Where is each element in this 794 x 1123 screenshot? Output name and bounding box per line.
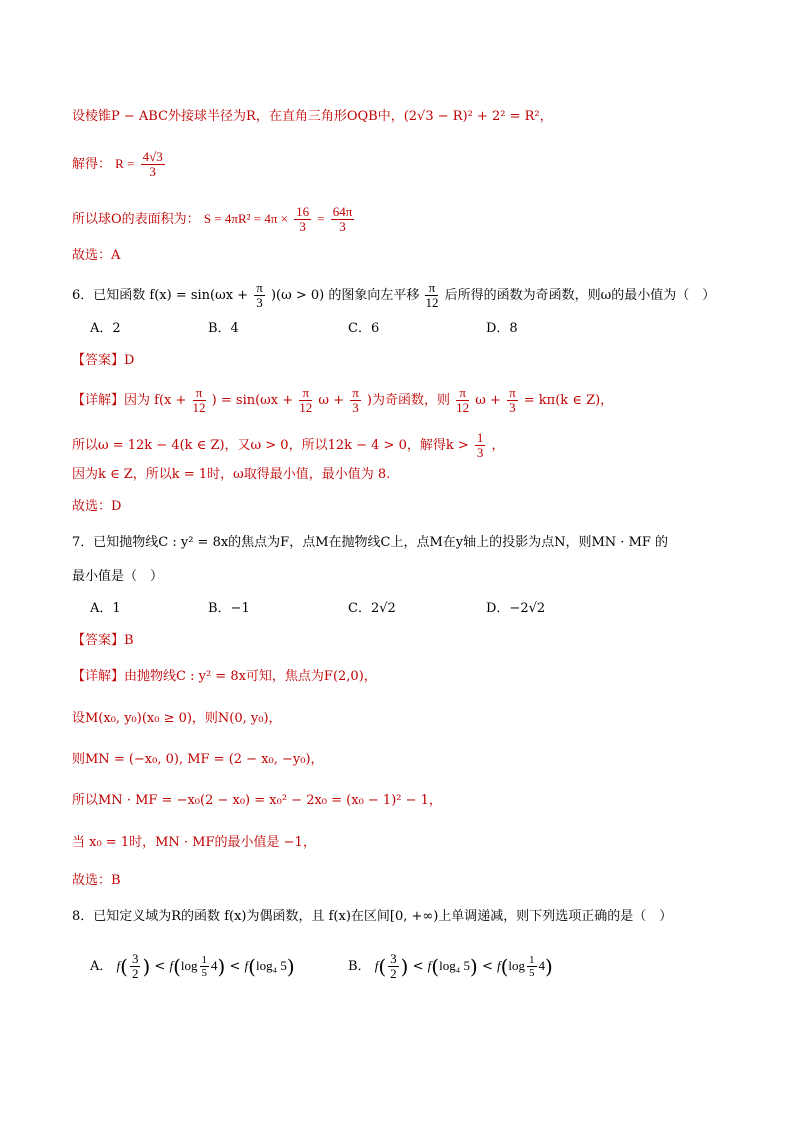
question-7-detail-2: 设M(x₀, y₀)(x₀ ≥ 0)，则N(0, y₀)， (72, 711, 282, 726)
fraction: $\frac{\pi}{12}$ (456, 385, 470, 415)
question-7-detail-4: 所以MN · MF = −x₀(2 − x₀) = x₀² − 2x₀ = (x₀ − 1)² − 1， (72, 793, 442, 808)
question-6-option-b[interactable]: B．4 (208, 321, 239, 336)
question-6-option-d[interactable]: D．8 (486, 321, 518, 336)
question-7-option-b[interactable]: B．−1 (208, 601, 250, 616)
question-6-detail-2: 所以ω = 12k − 4(k ∈ Z)，又ω > 0，所以12k − 4 > 0，解得k > $\frac{1}{3}$ ， (72, 430, 505, 460)
fraction: $\frac{\pi}{3}$ (352, 385, 359, 415)
fraction: $\frac{3}{2}$ (131, 951, 139, 981)
question-6-option-a[interactable]: A．2 (90, 321, 121, 336)
question-8-option-b[interactable]: B． f( $\frac{3}{2}$ ) < f(log₄ 5) < f(log $\frac{1}{5}$ 4) (348, 951, 553, 981)
fraction: $\frac{1}{3}$ (476, 430, 484, 460)
fraction: $\frac{\pi}{3}$ (256, 280, 263, 310)
solution-line-surface-area: 所以球O的表面积为： S = 4πR² = 4π × $\frac{16}{3}$ = $\frac{64\pi}{3}$ (72, 204, 353, 234)
fraction: $\frac{\pi}{12}$ (425, 280, 439, 310)
question-7-answer: 【答案】B (72, 633, 134, 648)
fraction: $\frac{1}{5}$ (201, 954, 208, 979)
question-7-option-d[interactable]: D．−2√2 (486, 601, 546, 616)
fraction: $\frac{64\pi}{3}$ (332, 204, 353, 234)
solution-line-radius-equation: 设棱锥P − ABC外接球半径为R，在直角三角形OQB中，(2√3 − R)² + 2² = R²， (72, 109, 553, 124)
question-6-detail: 【详解】因为 f(x + $\frac{\pi}{12}$ ) = sin(ωx + $\frac{\pi}{12}$ ω + $\frac{\pi}{3}$ )为奇函数，则 $\frac{\pi}{12}$ ω + $\frac{\pi}{3}$ = kπ(k ∈ Z)， (72, 385, 614, 415)
fraction: $\frac{1}{5}$ (529, 954, 535, 979)
question-7-option-a[interactable]: A．1 (90, 601, 121, 616)
fraction: $\frac{3}{2}$ (390, 951, 397, 981)
fraction: $\frac{4√3}{3}$ (142, 149, 163, 179)
question-7-option-c[interactable]: C．2√2 (348, 601, 396, 616)
question-6-stem: 6．已知函数 f(x) = sin(ωx + $\frac{\pi}{3}$ )(ω > 0) 的图象向左平移 $\frac{\pi}{12}$ 后所得的函数为奇函数，则ω的最小值为（ ） (72, 280, 716, 310)
question-6-answer: 【答案】D (72, 353, 135, 368)
question-7-stem: 7．已知抛物线C : y² = 8x的焦点为F，点M在抛物线C上，点M在y轴上的投影为点N，则MN · MF 的 (72, 535, 669, 550)
fraction: $\frac{\pi}{12}$ (299, 385, 313, 415)
fraction: $\frac{16}{3}$ (296, 204, 310, 234)
solution-line-solve-r: 解得： R = $\frac{4√3}{3}$ (72, 149, 163, 179)
answer-choice-line: 故选：A (72, 248, 121, 263)
question-6-option-c[interactable]: C．6 (348, 321, 380, 336)
question-7-detail-5: 当 x₀ = 1时，MN · MF的最小值是 −1， (72, 835, 316, 850)
question-8-option-a[interactable]: A． f( $\frac{3}{2}$ ) < f(log $\frac{1}{5}$ 4) < f(log₄ 5) (90, 951, 295, 981)
question-6-choice: 故选：D (72, 499, 122, 514)
question-8-stem: 8．已知定义域为R的函数 f(x)为偶函数，且 f(x)在区间[0, +∞)上单调递减，则下列选项正确的是（ ） (72, 909, 673, 924)
question-6-detail-3: 因为k ∈ Z，所以k = 1时，ω取得最小值，最小值为 8. (72, 467, 391, 482)
question-7-detail: 【详解】由抛物线C : y² = 8x可知，焦点为F(2,0)， (72, 669, 377, 684)
fraction: $\frac{\pi}{12}$ (192, 385, 206, 415)
question-7-choice: 故选：B (72, 873, 121, 888)
question-7-detail-3: 则MN = (−x₀, 0), MF = (2 − x₀, −y₀)， (72, 752, 324, 767)
question-7-stem-2: 最小值是（ ） (72, 569, 164, 584)
fraction: $\frac{\pi}{3}$ (509, 385, 516, 415)
